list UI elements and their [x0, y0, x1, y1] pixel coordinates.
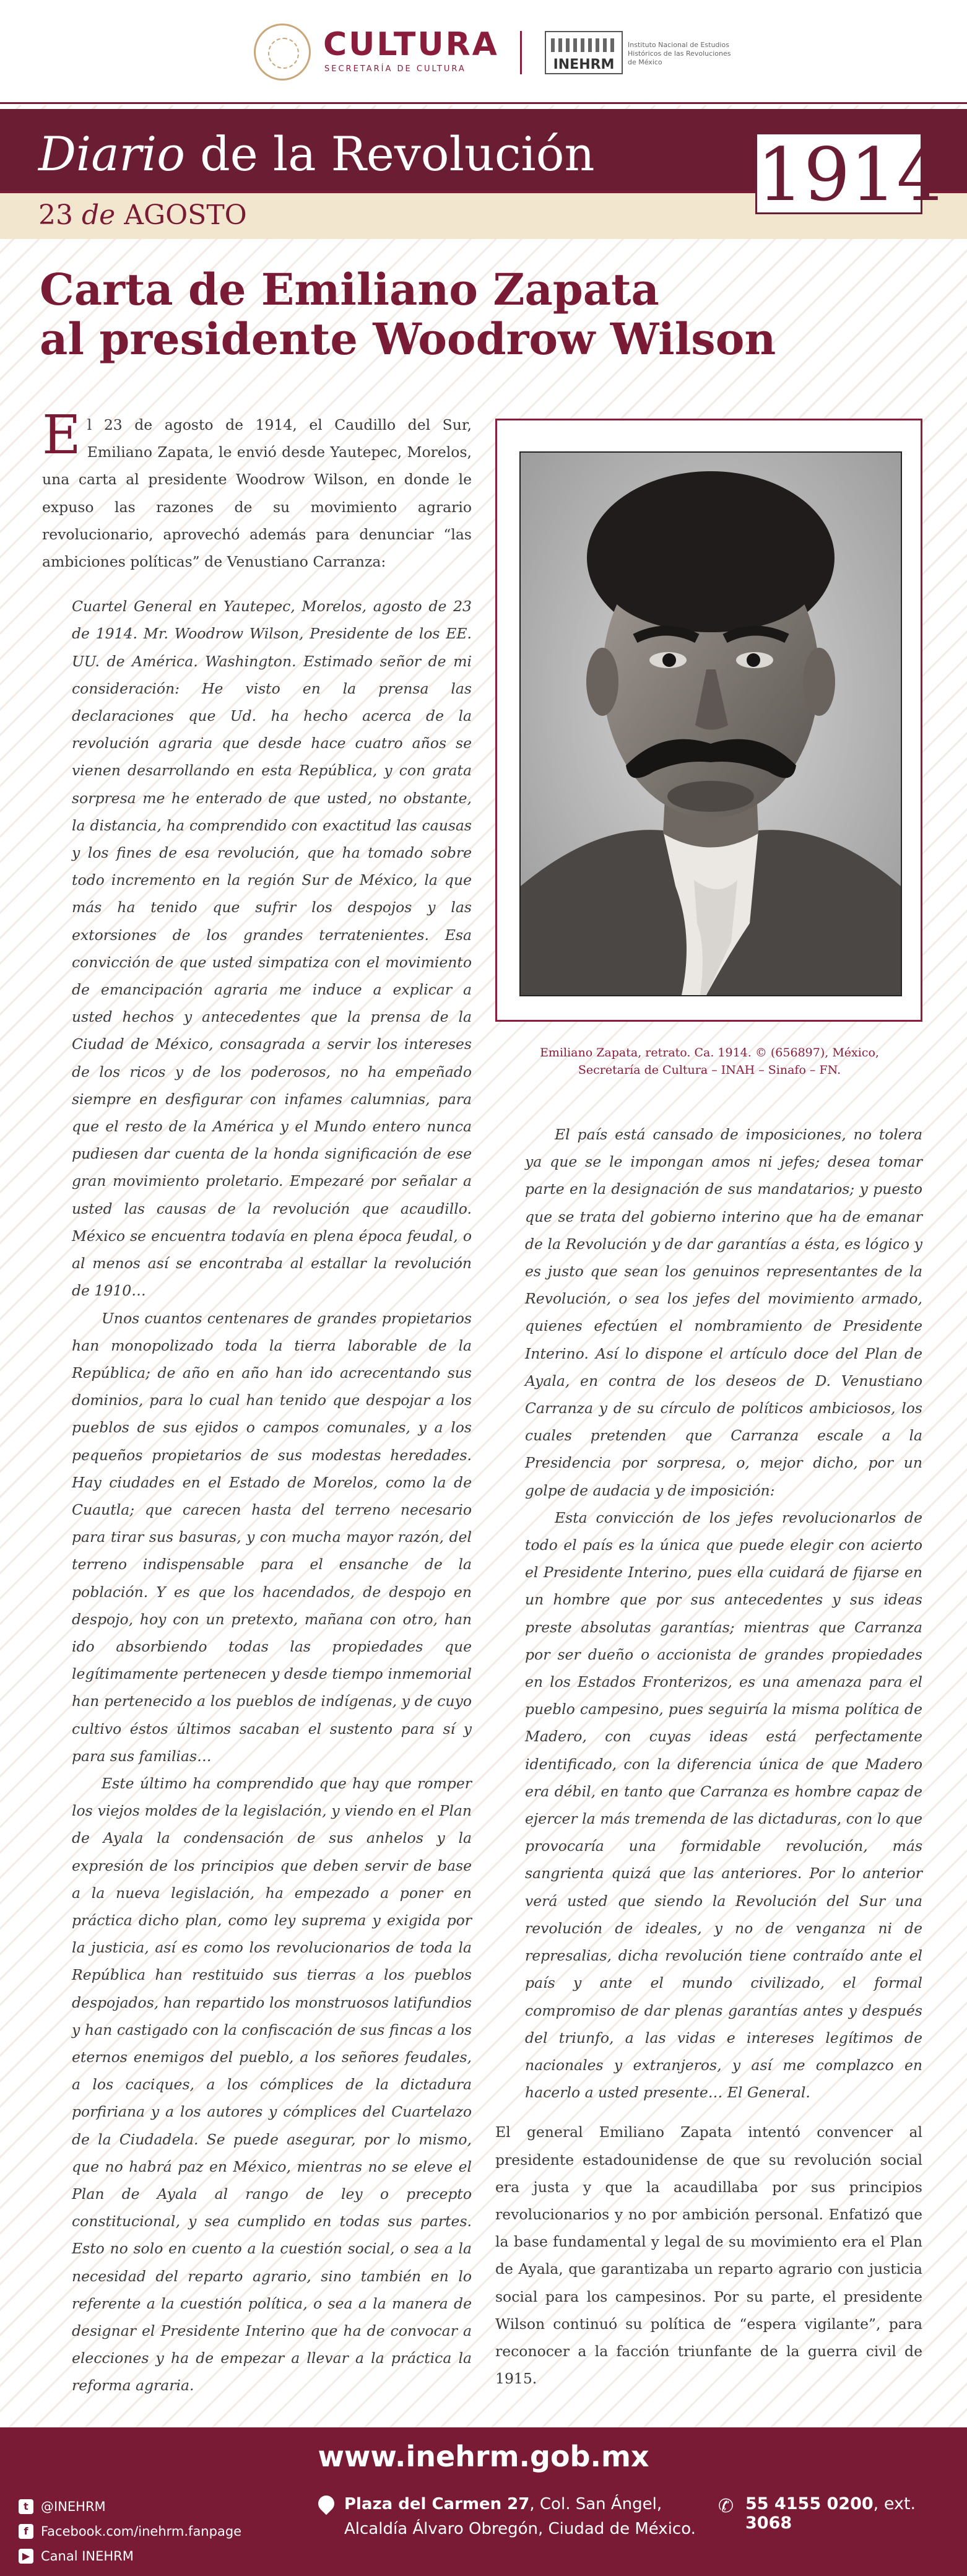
diario-title: Diario de la Revolución — [38, 126, 595, 181]
map-pin-icon — [315, 2492, 338, 2515]
twitter-icon: t — [19, 2499, 33, 2514]
quote-paragraph: Esta convicción de los jefes revolucionarlos de todo el país es la única que puede elegir con acierto el Presidente Interino, pues ella cuidará de fijarse en un hombre que por sus antecedentes y sus ideas preste absolutas garantías; mientras que Carranza por ser dueño o accionista de grandes propiedades en los Estados Fronterizos, es una amenaza para el pueblo campesino, pues seguiría la misma política de Madero, con cuyas ideas está perfectamente identificado, con la diferencia única de que Madero era débil, en tanto que Carranza es hombre capaz de ejercer la más tremenda de las dictaduras, con lo que provocaría una formidable revolución, más sangrienta quizá que las anteriores. Por lo anterior verá usted que siendo la Revolución del Sur una revolución de ideales, y no de venganza ni de represalias, dicha revolución tiene contraído ante el país y ante el mundo civilizado, el formal compromiso de dar plenas garantías antes y después del triunfo, a las vidas e intereses legítimos de nacionales y extranjeros, y así me complazco en hacerlo a usted presente… El General. — [525, 1508, 922, 2102]
year-badge: 1914 — [755, 133, 922, 214]
facebook-link[interactable]: f Facebook.com/inehrm.fanpage — [19, 2519, 241, 2544]
phone-icon: ✆ — [718, 2496, 734, 2517]
header-separator — [0, 102, 967, 104]
article-right-column — [495, 1121, 922, 2392]
phone-number[interactable]: 55 4155 0200, ext. 3068 — [745, 2494, 916, 2533]
social-links — [19, 2494, 241, 2569]
quote-paragraph: Unos cuantos centenares de grandes propietarios han monopolizado toda la tierra laborable de la República; de año en año han ido acrecentando sus dominios, para lo cual han tenido que despojar a los pueblos de sus ejidos o campos comunales, y a los pequeños propietarios de sus modestas heredades. Hay ciudades en el Estado de Morelos, como la de Cuautla; que carecen hasta del terreno necesario para tirar sus basuras, y con mucha mayor razón, del terreno indispensable para el ensanche de la población. Y es que los hacendados, de despojo en despojo, hoy con un pretexto, mañana con otro, han ido absorbiendo todas las propiedades que legítimamente pertenecen y desde tiempo inmemorial han pertenecido a los pueblos de indígenas, y de cuyo cultivo éstos últimos sacaban el sustento para sí y para sus familias… — [72, 1309, 472, 1765]
footer — [0, 2427, 967, 2576]
drop-cap: E — [42, 404, 81, 466]
intro-paragraph: El 23 de agosto de 1914, el Caudillo del Sur, Emiliano Zapata, le envió desde Yautepec, Morelos, una carta al presidente Woodrow Wilson, en donde le expuso las razones de su movimiento agrario revolucionario, aprovechó además para denunciar “las ambiciones políticas” de Venustiano Carranza: — [42, 404, 472, 571]
address: Plaza del Carmen 27, Col. San Ángel, Alcaldía Álvaro Obregón, Ciudad de México. — [344, 2495, 696, 2538]
quote-paragraph: Cuartel General en Yautepec, Morelos, agosto de 23 de 1914. Mr. Woodrow Wilson, Presidente de los EE. UU. de América. Washington. Estimado señor de mi consideración: He visto en la prensa las declaraciones que Ud. ha hecho acerca de la revolución agraria que desde hace cuatro años se vienen desarrollando en esta República, y con grata sorpresa me he enterado de que usted, no obstante, la distancia, ha comprendido con exactitud las causas y los fines de esa revolución, que ha tomado sobre todo incremento en la región Sur de México, la que más ha tenido que sufrir los despojos y las extorsiones de los grandes terratenientes. Esa convicción de que usted simpatiza con el movimiento de emancipación agraria me induce a explicar a usted hechos y antecedentes que la prensa de la Ciudad de México, consagrada a servir los intereses de los ricos y de los poderosos, no ha empeñado siempre en desfigurar con infames calumnias, para que el resto de la América y el Mundo entero nunca pudiesen dar cuenta de la honda significación de ese gran movimiento proletario. Empezaré por señalar a usted las causas de la revolución que acaudillo. México se encuentra todavía en plena época feudal, o al menos así se encontraba al estallar la revolución de 1910… — [72, 598, 472, 1300]
logo-cultura-subtitle: SECRETARÍA DE CULTURA — [324, 64, 466, 74]
article-title: Carta de Emiliano Zapata al presidente Woodrow Wilson — [40, 264, 776, 365]
quote-paragraph: El país está cansado de imposiciones, no tolera ya que se le impongan amos ni jefes; desea tomar parte en la designación de sus mandatarios; y puesto que se trata del gobierno interino que ha de emanar de la Revolución y de dar garantías a ésta, es lógico y es justo que sean los genuinos representantes de la Revolución, o sea los jefes del movimiento armado, quienes efectúen el nombramiento de Presidente Interino. Así lo dispone el artículo doce del Plan de Ayala, en contra de los deseos de D. Venustiano Carranza y de su círculo de políticos ambiciosos, los cuales pretenden que Carranza escale a la Presidencia por sorpresa, o, mejor dicho, por un golpe de audacia y de imposición: — [525, 1126, 922, 1499]
logo-bar — [0, 0, 967, 105]
zapata-portrait — [519, 451, 902, 996]
facebook-icon: f — [19, 2524, 33, 2539]
logo-inehrm: INEHRM — [553, 57, 615, 72]
closing-paragraph: El general Emiliano Zapata intentó convencer al presidente estadounidense de que su revolución social era justa y que la acaudillaba por sus principios revolucionarios y no por ambición personal. Enfatizó que la base fundamental y legal de su movimiento era el Plan de Ayala, que garantizaba un reparto agrario con justicia social para los campesinos. Por su parte, el presidente Wilson continuó su política de “espera vigilante”, para reconocer a la facción triunfante de la guerra civil de 1915. — [495, 2123, 922, 2388]
twitter-link[interactable]: t @INEHRM — [19, 2494, 241, 2519]
youtube-icon: ▶ — [19, 2549, 33, 2564]
photo-frame — [495, 419, 922, 1022]
logo-divider — [520, 31, 522, 74]
website-link[interactable]: www.inehrm.gob.mx — [318, 2440, 649, 2473]
date-line: 23 de AGOSTO — [38, 199, 247, 231]
youtube-link[interactable]: ▶ Canal INEHRM — [19, 2544, 241, 2569]
logo-inehrm-name: Instituto Nacional de Estudios Históricos de las Revoluciones de México — [628, 41, 731, 66]
quote-paragraph: Este último ha comprendido que hay que romper los viejos moldes de la legislación, y viendo en el Plan de Ayala la condensación de sus anhelos y la expresión de los principios que deben servir de base a la nueva legislación, ha empezado a poner en práctica dicho plan, como ley suprema y exigida por la justicia, así es como los revolucionarios de toda la República han restituido sus tierras a los pueblos despojados, han repartido los monstruosos latifundios y han castigado con la confiscación de sus fincas a los eternos enemigos del pueblo, a los señores feudales, a los caciques, a los cómplices de la dictadura porfiriana y a los autores y cómplices del Cuartelazo de la Ciudadela. Se puede asegurar, por lo mismo, que no habrá paz en México, mientras no se eleve el Plan de Ayala al rango de ley o precepto constitucional, y sea cumplido en todas sus partes. Esto no solo en cuento a la cuestión social, o sea a la necesidad del reparto agrario, sino también en lo referente a la cuestión política, o sea a la manera de designar el Presidente Interino que ha de convocar a elecciones y ha de empezar a llevar a la práctica la reforma agraria. — [72, 1774, 472, 2395]
mexico-seal-icon — [254, 24, 311, 80]
logo-cultura: CULTURA — [323, 26, 499, 63]
photo-caption: Emiliano Zapata, retrato. Ca. 1914. © (656897), México, Secretaría de Cultura – INAH – Sinafo – FN. — [540, 1046, 879, 1077]
article-left-column — [42, 404, 472, 2400]
